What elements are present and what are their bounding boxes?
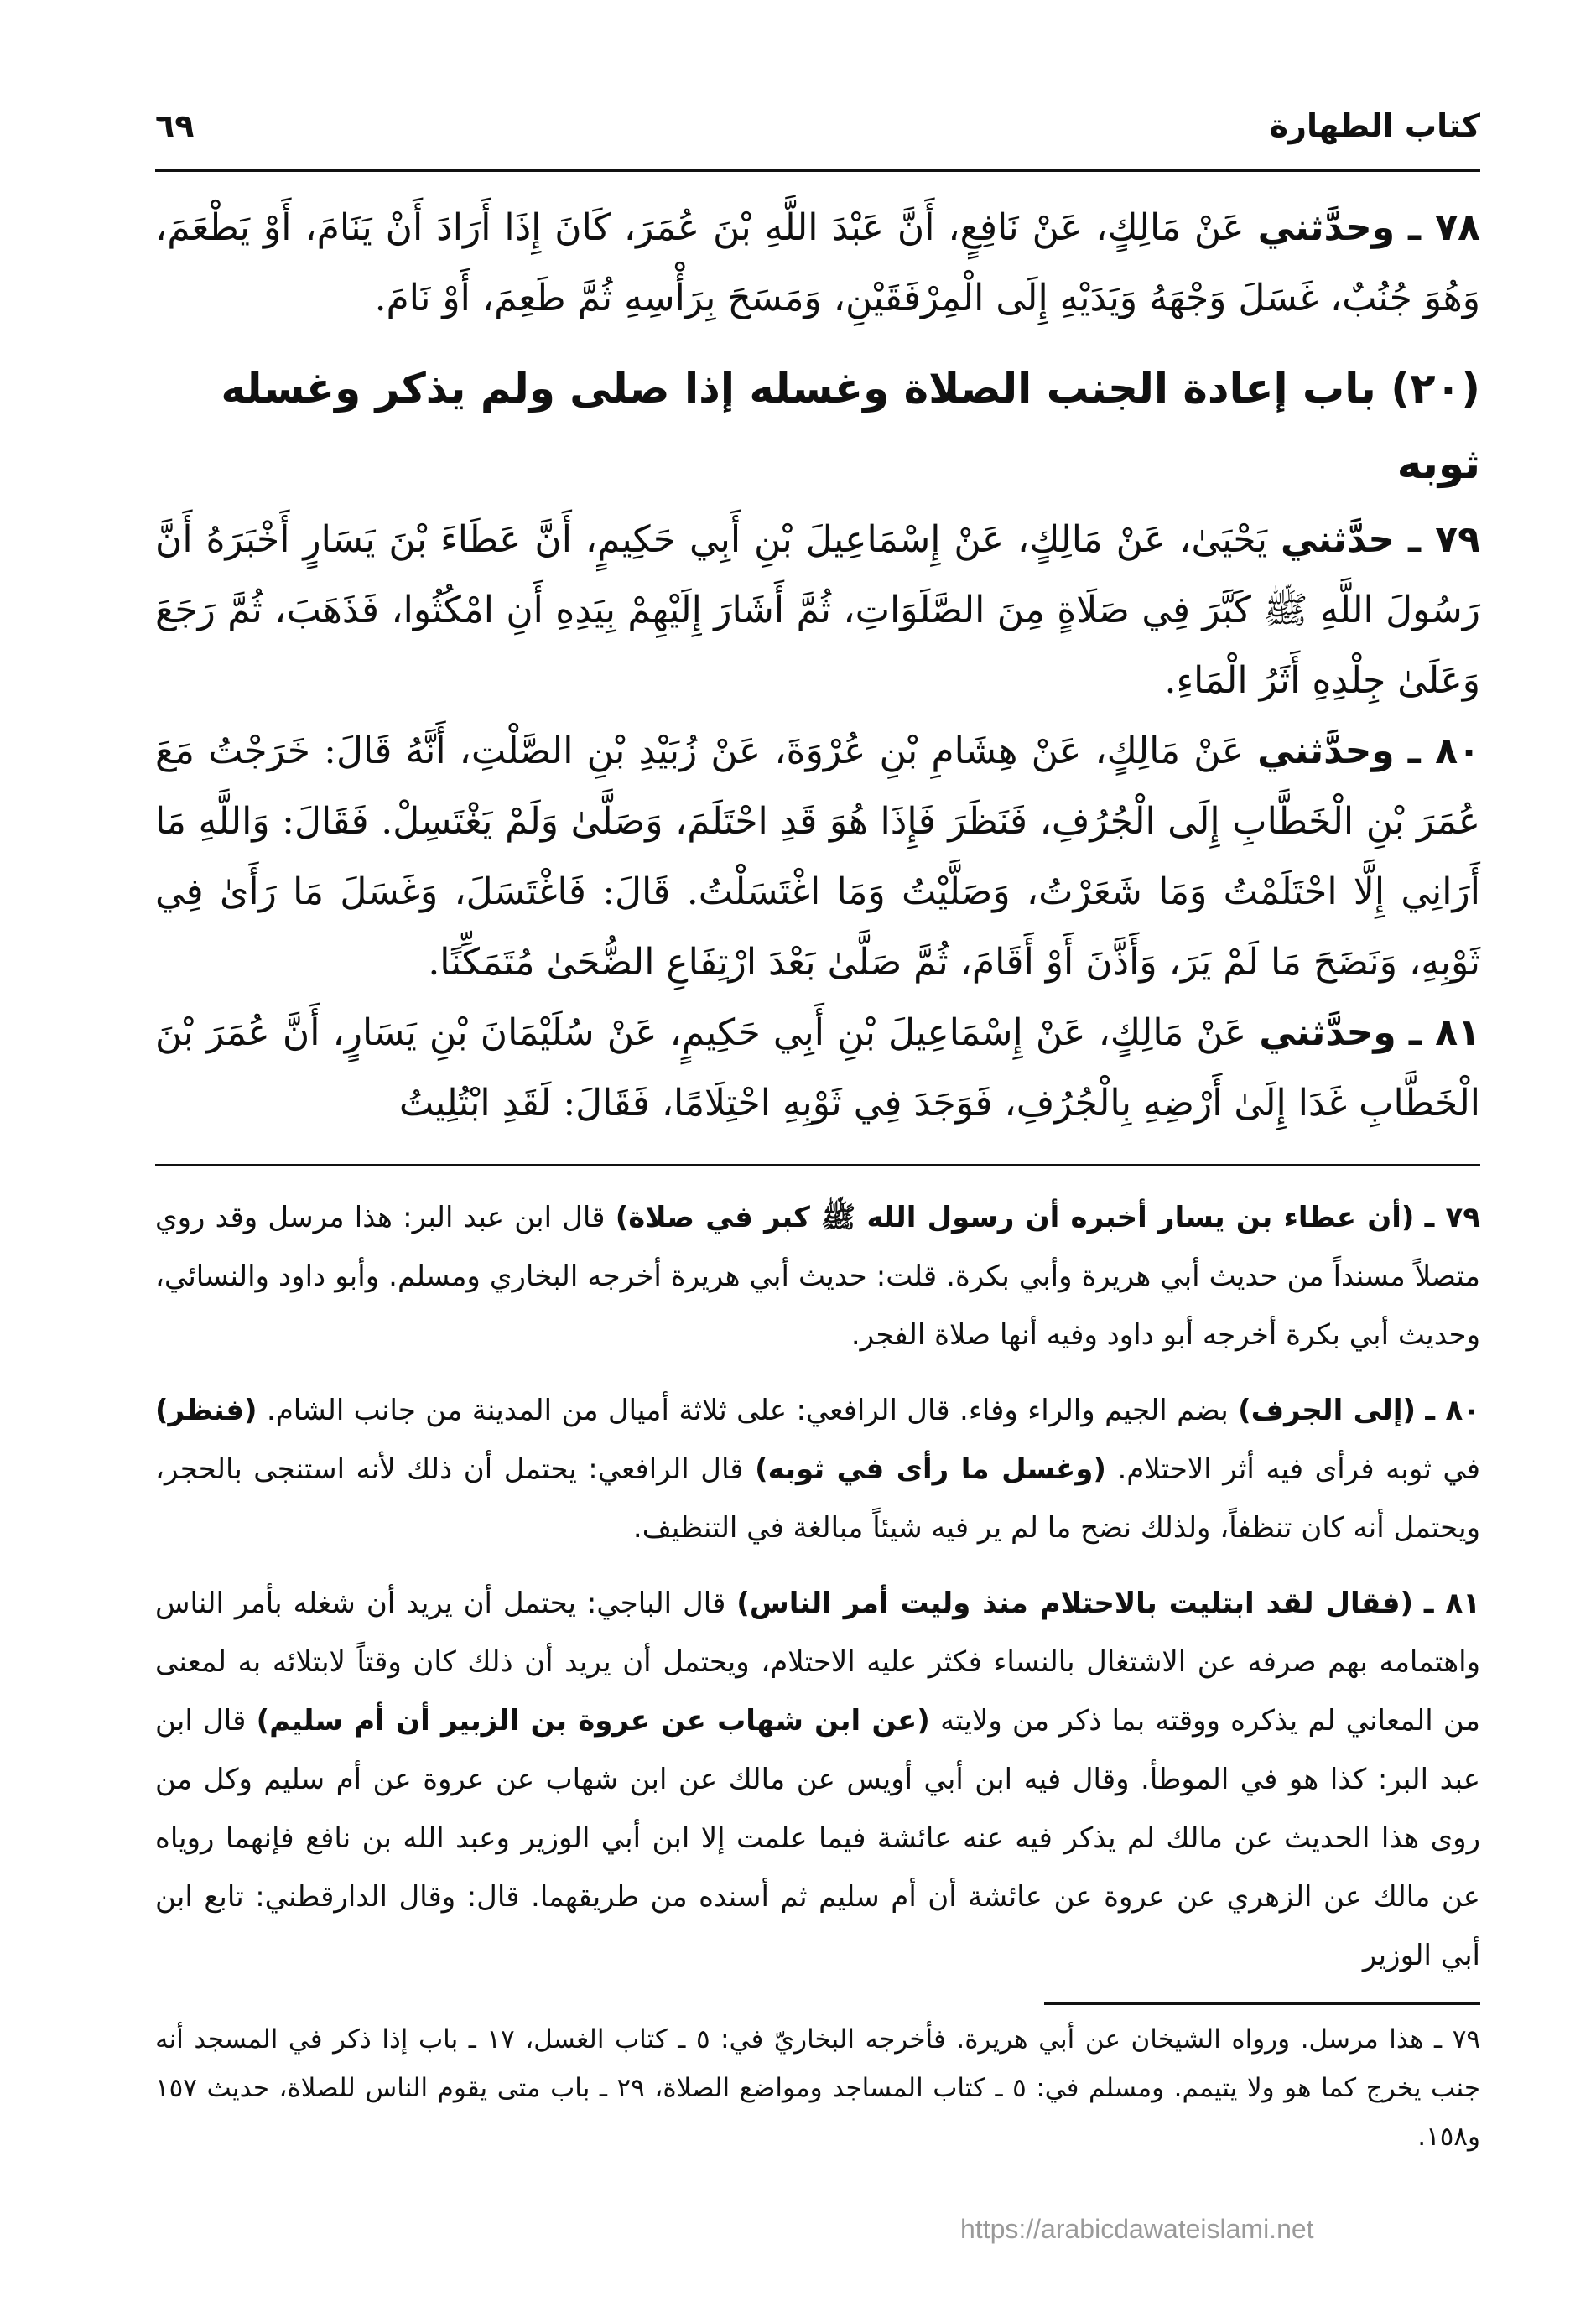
book-title: كتاب الطهارة — [1269, 107, 1480, 144]
hadith-lead: حدَّثني — [1280, 518, 1396, 561]
footnote-divider — [1044, 2002, 1480, 2005]
commentary-text: قال ابن عبد البر: كذا هو في الموطأ. وقال فيه ابن أبي أويس عن مالك عن ابن شهاب عن عروة عن أم سليم وكل من روى هذا الحديث عن مالك لم يذكر فيه عنه عائشة فيما علمت إلا ابن أبي الوزير وعبد الله بن نافع فإنهما روياه عن مالك عن الزهري عن عروة عن عائشة أن أم سليم ثم أسنده من طريقهما. قال: وقال الدارقطني: تابع ابن أبي الوزير — [155, 1704, 1480, 1972]
header-divider — [155, 169, 1480, 172]
hadith-lead: وحدَّثني — [1257, 206, 1396, 249]
hadith-78 — [155, 193, 1480, 334]
commentary-quote: (أن عطاء بن يسار أخبره أن رسول الله ﷺ كبر في صلاة) — [615, 1201, 1415, 1234]
hadith-number: ٨٠ ـ — [1407, 730, 1481, 772]
hadith-79 — [155, 505, 1480, 716]
footnote-79: ٧٩ ـ هذا مرسل. ورواه الشيخان عن أبي هريرة. فأخرجه البخاريّ في: ٥ ـ كتاب الغسل، ١٧ ـ باب إذا ذكر في المسجد أنه جنب يخرج كما هو ولا يتيمم. ومسلم في: ٥ ـ كتاب المساجد ومواضع الصلاة، ٢٩ ـ باب متى يقوم الناس للصلاة، حديث ١٥٧ و١٥٨. — [155, 2024, 1481, 2152]
hadith-81 — [155, 998, 1480, 1139]
commentary-quote: (فقال لقد ابتليت بالاحتلام منذ وليت أمر الناس) — [736, 1587, 1413, 1620]
hadith-number: ٨١ ـ — [1408, 1011, 1480, 1054]
commentary-81 — [155, 1574, 1480, 1985]
commentary-text: بضم الجيم والراء وفاء. قال الرافعي: على ثلاثة أميال من المدينة من جانب الشام. — [266, 1394, 1229, 1427]
footnote-section — [155, 2015, 1480, 2161]
commentary-text: قال الرافعي: يحتمل أن ذلك لأنه استنجى بالحجر، ويحتمل أنه كان تنظفاً، ولذلك نضح ما لم ير فيه شيئاً مبالغة في التنظيف. — [155, 1452, 1480, 1545]
commentary-number: ٨٠ ـ — [1425, 1394, 1480, 1427]
page-number: ٦٩ — [155, 107, 195, 144]
hadith-80 — [155, 716, 1480, 998]
book-page — [155, 101, 1480, 2161]
spacer — [155, 159, 1480, 193]
commentary-quote: (إلى الجرف) — [1238, 1394, 1417, 1427]
commentary-quote: (عن ابن شهاب عن عروة بن الزبير أن أم سليم) — [256, 1704, 930, 1738]
commentary-divider — [155, 1164, 1480, 1166]
hadith-number: ٧٩ ـ — [1407, 518, 1480, 561]
hadith-lead: وحدَّثني — [1259, 1011, 1396, 1054]
hadith-text: عَنْ مَالِكٍ، عَنْ نَافِعٍ، أَنَّ عَبْدَ اللَّهِ بْنَ عُمَرَ، كَانَ إِذَا أَرَادَ أَنْ يَنَامَ، أَوْ يَطْعَمَ، وَهُوَ جُنُبٌ، غَسَلَ وَجْهَهُ وَيَدَيْهِ إِلَى الْمِرْفَقَيْنِ، وَمَسَحَ بِرَأْسِهِ ثُمَّ طَعِمَ، أَوْ نَامَ. — [155, 206, 1480, 319]
hadith-text: عَنْ مَالِكٍ، عَنْ هِشَامِ بْنِ عُرْوَةَ، عَنْ زُبَيْدِ بْنِ الصَّلْتِ، أَنَّهُ قَالَ: خَرَجْتُ مَعَ عُمَرَ بْنِ الْخَطَّابِ إِلَى الْجُرُفِ، فَنَظَرَ فَإِذَا هُوَ قَدِ احْتَلَمَ، وَصَلَّىٰ وَلَمْ يَغْتَسِلْ. فَقَالَ: وَاللَّهِ مَا أَرَانِي إِلَّا احْتَلَمْتُ وَمَا شَعَرْتُ، وَصَلَّيْتُ وَمَا اغْتَسَلْتُ. قَالَ: فَاغْتَسَلَ، وَغَسَلَ مَا رَأَىٰ فِي ثَوْبِهِ، وَنَضَحَ مَا لَمْ يَرَ، وَأَذَّنَ أَوْ أَقَامَ، ثُمَّ صَلَّىٰ بَعْدَ ارْتِفَاعِ الضُّحَىٰ مُتَمَكِّنًا. — [155, 730, 1480, 984]
hadith-text: عَنْ مَالِكٍ، عَنْ إِسْمَاعِيلَ بْنِ أَبِي حَكِيمٍ، عَنْ سُلَيْمَانَ بْنِ يَسَارٍ، أَنَّ عُمَرَ بْنَ الْخَطَّابِ غَدَا إِلَىٰ أَرْضِهِ بِالْجُرُفِ، فَوَجَدَ فِي ثَوْبِهِ احْتِلَامًا، فَقَالَ: لَقَدِ ابْتُلِيتُ — [155, 1011, 1480, 1125]
commentary-text: قال ابن عبد البر: هذا مرسل وقد روي متصلاً مسنداً من حديث أبي هريرة وأبي بكرة. قلت: حديث أبي هريرة أخرجه البخاري ومسلم. وأبو داود والنسائي، وحديث أبي بكرة أخرجه أبو داود وفيه أنها صلاة الفجر. — [155, 1201, 1480, 1352]
commentary-text: قال الباجي: يحتمل أن يريد أن شغله بأمر الناس واهتمامه بهم صرفه عن الاشتغال بالنساء فكثر عليه الاحتلام، ويحتمل أن يريد أن ذلك كان وقتاً لابتلائه به لمعنى من المعاني لم يذكره ووقته بما ذكر من ولايته — [155, 1587, 1481, 1738]
chapter-title: (٢٠) باب إعادة الجنب الصلاة وغسله إذا صلى ولم يذكر وغسله ثوبه — [221, 364, 1480, 488]
commentary-quote: (فنظر) — [155, 1394, 257, 1427]
commentary-80 — [155, 1381, 1480, 1557]
commentary-quote: (وغسل ما رأى في ثوبه) — [755, 1452, 1106, 1486]
commentary-number: ٨١ ـ — [1423, 1587, 1480, 1620]
commentary-79 — [155, 1188, 1480, 1364]
commentary-section — [155, 1188, 1480, 1985]
hadith-text: يَحْيَىٰ، عَنْ مَالِكٍ، عَنْ إِسْمَاعِيلَ بْنِ أَبِي حَكِيمٍ، أَنَّ عَطَاءَ بْنَ يَسَارٍ أَخْبَرَهُ أَنَّ رَسُولَ اللَّهِ ﷺ كَبَّرَ فِي صَلَاةٍ مِنَ الصَّلَوَاتِ، ثُمَّ أَشَارَ إِلَيْهِمْ بِيَدِهِ أَنِ امْكُثُوا، فَذَهَبَ، ثُمَّ رَجَعَ وَعَلَىٰ جِلْدِهِ أَثَرُ الْمَاءِ. — [155, 518, 1480, 702]
watermark-url: https://arabicdawateislami.net — [960, 2214, 1314, 2244]
hadith-lead: وحدَّثني — [1257, 730, 1395, 772]
commentary-text: في ثوبه فرأى فيه أثر الاحتلام. — [1117, 1452, 1480, 1486]
commentary-number: ٧٩ ـ — [1424, 1201, 1480, 1234]
hadith-number: ٧٨ ـ — [1407, 206, 1480, 249]
page-header — [155, 101, 1480, 159]
